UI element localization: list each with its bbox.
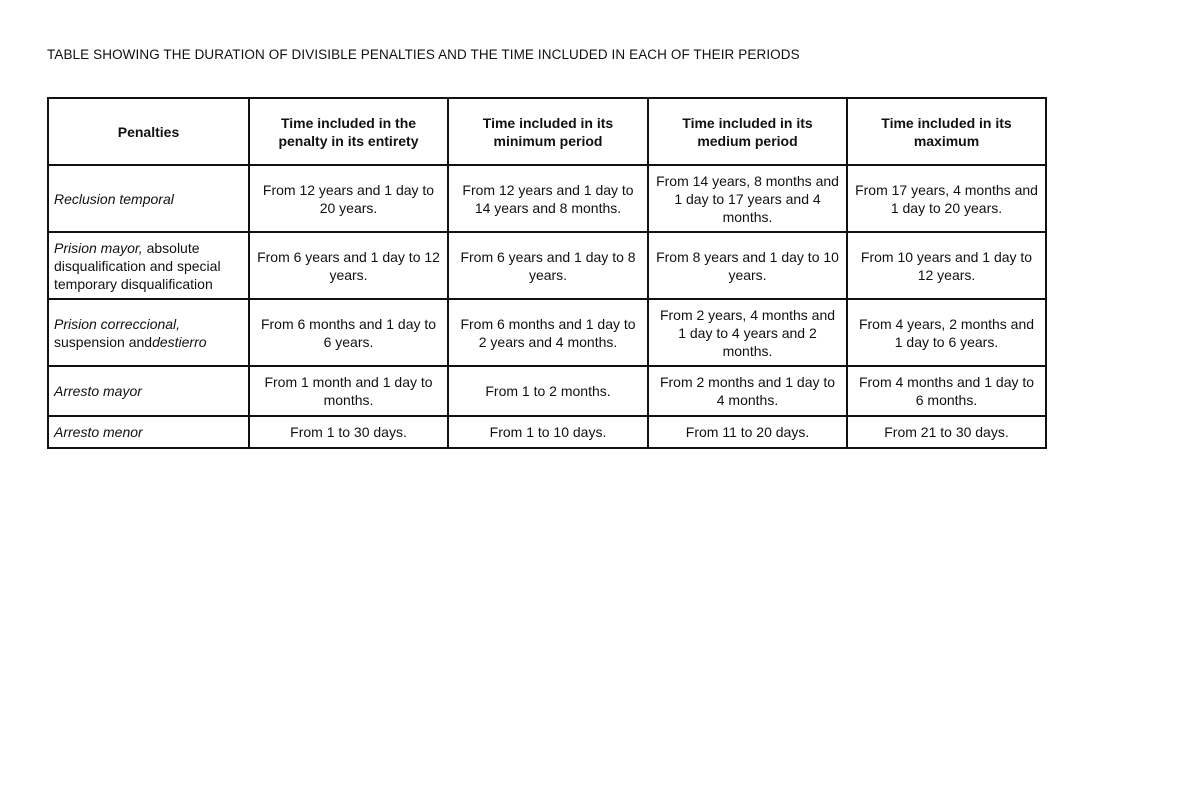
header-medium: Time included in its medium period bbox=[648, 98, 847, 165]
table-header-row bbox=[48, 98, 1046, 165]
minimum-cell: From 1 to 10 days. bbox=[448, 416, 648, 448]
header-maximum: Time included in its maximum bbox=[847, 98, 1046, 165]
penalty-name-cell bbox=[48, 299, 249, 366]
penalty-name: Arresto mayor bbox=[54, 383, 142, 399]
entirety-cell: From 12 years and 1 day to 20 years. bbox=[249, 165, 448, 232]
table-row bbox=[48, 299, 1046, 366]
minimum-cell: From 12 years and 1 day to 14 years and 8 months. bbox=[448, 165, 648, 232]
penalty-name: Prision mayor, bbox=[54, 239, 143, 256]
penalty-duration-table bbox=[47, 97, 1047, 449]
table-row bbox=[48, 232, 1046, 299]
table-row bbox=[48, 366, 1046, 416]
medium-cell: From 2 months and 1 day to 4 months. bbox=[648, 366, 847, 416]
penalty-name: Prision correccional, bbox=[54, 315, 181, 332]
minimum-cell: From 1 to 2 months. bbox=[448, 366, 648, 416]
table-row bbox=[48, 416, 1046, 448]
minimum-cell: From 6 months and 1 day to 2 years and 4 months. bbox=[448, 299, 648, 366]
header-entirety: Time included in the penalty in its entirety bbox=[249, 98, 448, 165]
entirety-cell: From 6 months and 1 day to 6 years. bbox=[249, 299, 448, 366]
penalty-name: Reclusion temporal bbox=[54, 190, 174, 207]
penalty-name-italic-2: destierro bbox=[152, 333, 207, 350]
penalty-name-cell bbox=[48, 366, 249, 416]
document-title: TABLE SHOWING THE DURATION OF DIVISIBLE PENALTIES AND THE TIME INCLUDED IN EACH OF THEIR PERIODS bbox=[47, 47, 800, 62]
header-penalties: Penalties bbox=[48, 98, 249, 165]
maximum-cell: From 4 months and 1 day to 6 months. bbox=[847, 366, 1046, 416]
medium-cell: From 14 years, 8 months and 1 day to 17 years and 4 months. bbox=[648, 165, 847, 232]
medium-cell: From 2 years, 4 months and 1 day to 4 years and 2 months. bbox=[648, 299, 847, 366]
medium-cell: From 11 to 20 days. bbox=[648, 416, 847, 448]
penalty-name-rest: suspension and bbox=[54, 333, 153, 350]
medium-cell: From 8 years and 1 day to 10 years. bbox=[648, 232, 847, 299]
maximum-cell: From 21 to 30 days. bbox=[847, 416, 1046, 448]
penalty-name: Arresto menor bbox=[54, 424, 143, 440]
minimum-cell: From 6 years and 1 day to 8 years. bbox=[448, 232, 648, 299]
maximum-cell: From 10 years and 1 day to 12 years. bbox=[847, 232, 1046, 299]
penalty-name-cell bbox=[48, 165, 249, 232]
maximum-cell: From 4 years, 2 months and 1 day to 6 years. bbox=[847, 299, 1046, 366]
entirety-cell: From 1 to 30 days. bbox=[249, 416, 448, 448]
penalty-name-rest: absolute disqualification and special temporary disqualification bbox=[54, 239, 221, 292]
entirety-cell: From 6 years and 1 day to 12 years. bbox=[249, 232, 448, 299]
table-row bbox=[48, 165, 1046, 232]
entirety-cell: From 1 month and 1 day to months. bbox=[249, 366, 448, 416]
maximum-cell: From 17 years, 4 months and 1 day to 20 years. bbox=[847, 165, 1046, 232]
penalty-name-cell bbox=[48, 416, 249, 448]
header-minimum: Time included in its minimum period bbox=[448, 98, 648, 165]
penalty-name-cell bbox=[48, 232, 249, 299]
